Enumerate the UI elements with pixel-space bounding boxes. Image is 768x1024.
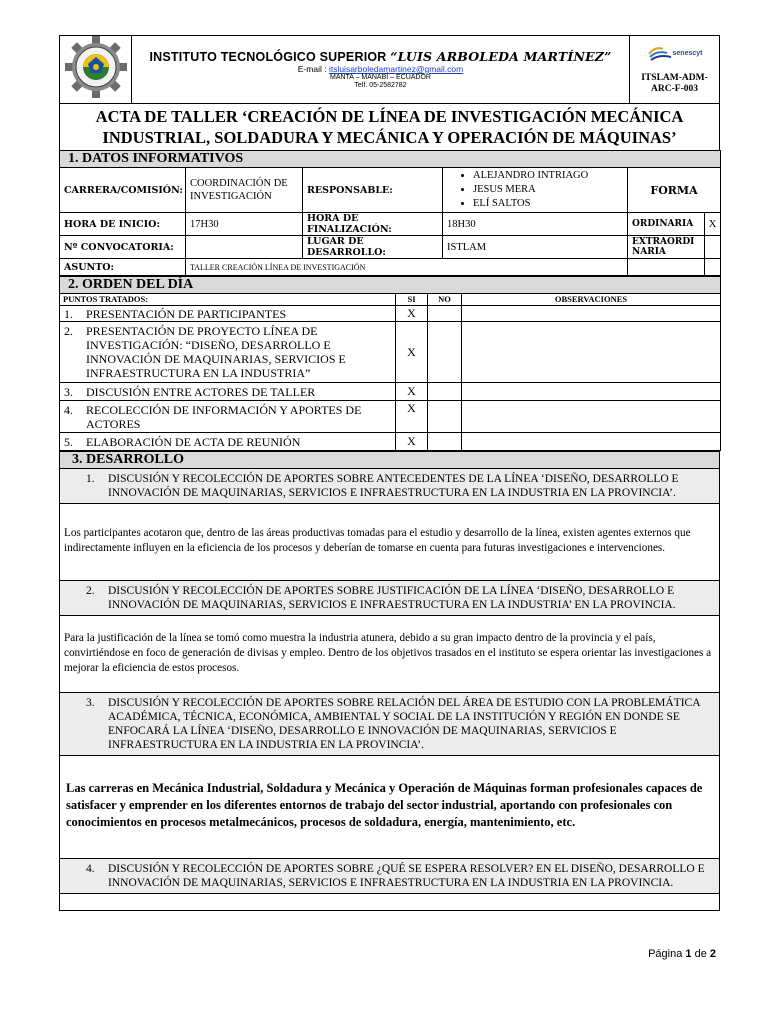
agenda-si-mark: X: [396, 322, 428, 383]
institute-name: INSTITUTO TECNOLÓGICO SUPERIOR “LUIS ARBOLEDA MARTÍNEZ”: [149, 49, 612, 64]
col-si-header: SI: [396, 294, 428, 306]
document-title: ACTA DE TALLER ‘CREACIÓN DE LÍNEA DE INVESTIGACIÓN MECÁNICA INDUSTRIAL, SOLDADURA Y MECÁNICA Y OPERACIÓN DE MÁQUINAS’: [60, 104, 720, 151]
document-page: [59, 35, 720, 911]
agenda-item: 2. PRESENTACIÓN DE PROYECTO LÍNEA DE INVESTIGACIÓN: “DISEÑO, DESARROLLO E INNOVACIÓN DE MAQUINARIAS, SERVICIOS E INFRAESTRUCTURA EN LA INDUSTRIA”: [60, 322, 396, 383]
agenda-no-mark: [428, 383, 462, 401]
agenda-no-mark: [428, 433, 462, 451]
table-row: [60, 383, 721, 401]
document-title-table: [59, 103, 720, 150]
gear-seal-logo-icon: [63, 36, 129, 98]
agenda-item: 1. PRESENTACIÓN DE PARTICIPANTES: [60, 306, 396, 322]
hora-fin-label: HORA DE FINALIZACIÓN:: [303, 213, 443, 236]
page-number: Página 1 de 2: [648, 948, 716, 960]
table-row: [60, 433, 721, 451]
table-row: [60, 401, 721, 433]
desarrollo-subheading: 1. DISCUSIÓN Y RECOLECCIÓN DE APORTES SOBRE ANTECEDENTES DE LA LÍNEA ‘DISEÑO, DESARROLLO E INNOVACIÓN DE MAQUINARIAS, SERVICIOS E INFRAESTRUCTURA EN LA INDUSTRIA EN LA PROVINCIA’.: [60, 469, 720, 504]
asunto-empty-cell: [705, 259, 721, 276]
col-puntos-header: PUNTOS TRATADOS:: [60, 294, 396, 306]
institute-location: MANTA – MANABÍ – ECUADOR: [329, 74, 431, 81]
agenda-no-mark: [428, 306, 462, 322]
institute-email: E-mail : itsluisarboledamartinez@gmail.com: [297, 64, 464, 74]
agenda-observation: [462, 433, 721, 451]
desarrollo-table: [59, 451, 720, 911]
responsable-label: RESPONSABLE:: [303, 168, 443, 213]
agenda-item: 3. DISCUSIÓN ENTRE ACTORES DE TALLER: [60, 383, 396, 401]
agenda-observation: [462, 322, 721, 383]
desarrollo-subheading: 3. DISCUSIÓN Y RECOLECCIÓN DE APORTES SOBRE RELACIÓN DEL ÁREA DE ESTUDIO CON LA PROBLEMÁTICA ACADÉMICA, TÉCNICA, ECONÓMICA, AMBIENTAL Y SOCIAL DE LA INSTITUCIÓN Y REGIÓN EN DONDE SE ENFOCARÁ LA LÍNEA ‘DISEÑO, DESARROLLO E INNOVACIÓN DE MAQUINARIAS, SERVICIOS E INFRAESTRUCTURA EN LA INDUSTRIA EN LA PROVINCIA’.: [60, 693, 720, 756]
desarrollo-paragraph: Las carreras en Mecánica Industrial, Soldadura y Mecánica y Operación de Máquinas forman profesionales capaces de satisfacer y emprender en los diferentes entornos de trabajo del sector industrial, aportando con profesionales con conocimientos en procesos metalmecánicos, procesos de soldadura, energía, mantenimiento, etc.: [60, 756, 720, 859]
responsable-item: • ELÍ SALTOS: [473, 197, 623, 211]
desarrollo-paragraph: Los participantes acotaron que, dentro de las áreas productivas tomadas para el estudio y desarrollo de la línea, existen agentes externos que indirectamente influyen en la eficiencia de los procesos y deberían de tomarse en cuenta para futuras investigaciones e intervenciones.: [60, 504, 720, 581]
institute-info: [132, 36, 630, 104]
email-link[interactable]: itsluisarboledamartinez@gmail.com: [328, 64, 464, 74]
ordinaria-mark: X: [705, 213, 721, 236]
senescyt-logo: senescyt: [630, 45, 719, 63]
orden-del-dia-table: [59, 276, 721, 451]
forma-label: FORMA: [628, 168, 721, 213]
agenda-observation: [462, 383, 721, 401]
carrera-value: COORDINACIÓN DE INVESTIGACIÓN: [186, 168, 303, 213]
agenda-si-mark: X: [396, 433, 428, 451]
senescyt-swirl-icon: [647, 45, 673, 63]
document-code: ITSLAM-ADM-ARC-F-003: [641, 72, 708, 94]
ordinaria-label: ORDINARIA: [628, 213, 705, 236]
responsable-list: [443, 168, 628, 213]
asunto-empty-cell: [628, 259, 705, 276]
desarrollo-paragraph: Para la justificación de la línea se tomó como muestra la industria atunera, debido a su gran impacto dentro de la provincia y el país, convirtiéndose en foco de generación de divisas y empleo. Dentro de los objetivos trasados en el instituto se espera orientar las investigaciones a mejorar la eficiencia de estos procesos.: [60, 616, 720, 693]
col-no-header: NO: [428, 294, 462, 306]
agenda-si-mark: X: [396, 383, 428, 401]
agenda-no-mark: [428, 322, 462, 383]
section-1-heading: 1. DATOS INFORMATIVOS: [60, 151, 721, 168]
desarrollo-subheading: 2. DISCUSIÓN Y RECOLECCIÓN DE APORTES SOBRE JUSTIFICACIÓN DE LA LÍNEA ‘DISEÑO, DESARROLLO E INNOVACIÓN DE MAQUINARIAS, SERVICIOS E INFRAESTRUCTURA EN LA INDUSTRIA’ EN LA PROVINCIA.: [60, 581, 720, 616]
agenda-no-mark: [428, 401, 462, 433]
section-3-heading: 3. DESARROLLO: [60, 452, 720, 469]
agenda-si-mark: X: [396, 306, 428, 322]
agenda-si-mark: X: [396, 401, 428, 433]
institute-phone: Telf. 05-2582782: [354, 82, 407, 89]
extraordinaria-mark: [705, 236, 721, 259]
asunto-value: TALLER CREACIÓN LÍNEA DE INVESTIGACIÓN: [186, 259, 628, 276]
hora-inicio-label: HORA DE INICIO:: [60, 213, 186, 236]
agenda-observation: [462, 401, 721, 433]
convocatoria-label: Nº CONVOCATORIA:: [60, 236, 186, 259]
responsable-item: • JESUS MERA: [473, 183, 623, 197]
table-row: [60, 306, 721, 322]
hora-fin-value: 18H30: [443, 213, 628, 236]
asunto-label: ASUNTO:: [60, 259, 186, 276]
agenda-item: 5. ELABORACIÓN DE ACTA DE REUNIÓN: [60, 433, 396, 451]
carrera-label: CARRERA/COMISIÓN:: [60, 168, 186, 213]
agenda-item: 4. RECOLECCIÓN DE INFORMACIÓN Y APORTES DE ACTORES: [60, 401, 396, 433]
datos-informativos-table: [59, 150, 721, 276]
agenda-observation: [462, 306, 721, 322]
desarrollo-subheading: 4. DISCUSIÓN Y RECOLECCIÓN DE APORTES SOBRE ¿QUÉ SE ESPERA RESOLVER? EN EL DISEÑO, DESARROLLO E INNOVACIÓN DE MAQUINARIAS, SERVICIOS E INFRAESTRUCTURA EN LA INDUSTRIA EN LA PROVINCIA.: [60, 859, 720, 894]
convocatoria-value: [186, 236, 303, 259]
section-2-heading: 2. ORDEN DEL DÍA: [60, 277, 721, 294]
col-obs-header: OBSERVACIONES: [462, 294, 721, 306]
institute-logo-cell: [60, 36, 132, 104]
lugar-label: LUGAR DE DESARROLLO:: [303, 236, 443, 259]
document-header: [59, 35, 720, 104]
hora-inicio-value: 17H30: [186, 213, 303, 236]
extraordinaria-label: EXTRAORDINARIA: [628, 236, 705, 259]
lugar-value: ISTLAM: [443, 236, 628, 259]
responsable-item: • ALEJANDRO INTRIAGO: [473, 169, 623, 183]
document-code-cell: [630, 36, 720, 104]
table-row: [60, 322, 721, 383]
desarrollo-paragraph: [60, 894, 720, 911]
